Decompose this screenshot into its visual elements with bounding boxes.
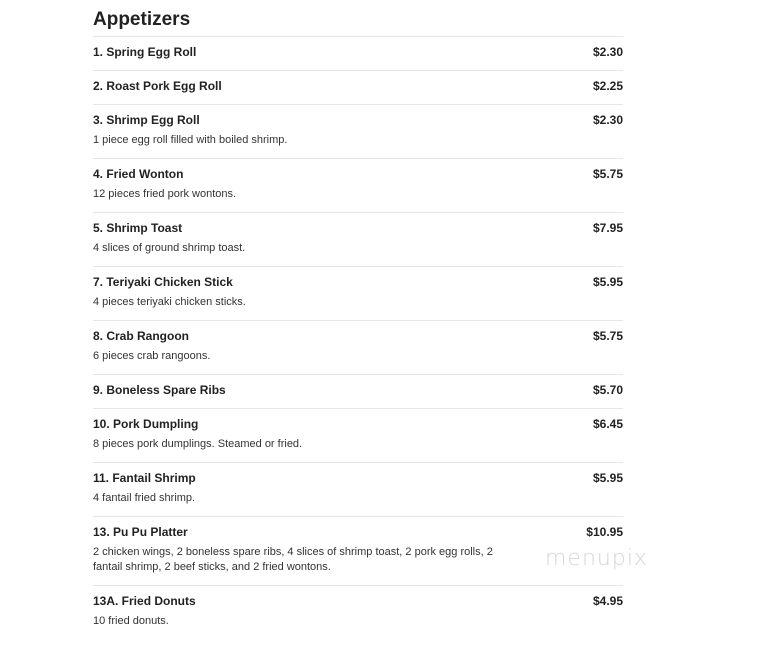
menu-item[interactable] (93, 71, 623, 105)
menu-item[interactable] (93, 267, 623, 321)
item-name: 11. Fantail Shrimp (93, 471, 196, 485)
item-price: $5.95 (592, 275, 623, 289)
watermark-logo: menupix (545, 546, 648, 571)
item-description: 4 pieces teriyaki chicken sticks. (93, 296, 246, 308)
item-description: 4 fantail fried shrimp. (93, 492, 196, 504)
menu-item[interactable] (93, 586, 623, 646)
menu-item[interactable] (93, 375, 623, 409)
menu-item[interactable] (93, 463, 623, 517)
item-price: $5.70 (592, 383, 623, 397)
menu-item[interactable] (93, 37, 623, 71)
menu-item[interactable] (93, 105, 623, 159)
item-description: 6 pieces crab rangoons. (93, 350, 211, 362)
item-name: 8. Crab Rangoon (93, 329, 190, 343)
item-name: 5. Shrimp Toast (93, 221, 183, 235)
item-description: 8 pieces pork dumplings. Steamed or fried. (93, 438, 303, 450)
menu-item[interactable] (93, 321, 623, 375)
item-name: 3. Shrimp Egg Roll (93, 113, 200, 127)
item-price: $2.30 (592, 45, 623, 59)
item-price: $4.95 (592, 594, 623, 608)
item-price: $6.45 (592, 417, 623, 431)
menu-item[interactable] (93, 213, 623, 267)
item-price: $10.95 (586, 525, 623, 539)
item-name: 13A. Fried Donuts (93, 594, 196, 608)
menu-item[interactable] (93, 409, 623, 463)
item-price: $2.30 (592, 113, 623, 127)
item-name: 4. Fried Wonton (93, 167, 184, 181)
item-name: 2. Roast Pork Egg Roll (93, 79, 222, 93)
section-title: Appetizers (93, 8, 623, 37)
item-price: $2.25 (592, 79, 623, 93)
item-price: $5.95 (592, 471, 623, 485)
item-description: 2 chicken wings, 2 boneless spare ribs, 4 slices of shrimp toast, 2 pork egg rolls, 2 fantail shrimp, 2 beef sticks, and 2 fried wontons. (93, 546, 493, 573)
item-name: 7. Teriyaki Chicken Stick (93, 275, 233, 289)
item-description: 4 slices of ground shrimp toast. (93, 242, 246, 254)
item-price: $7.95 (592, 221, 623, 235)
item-name: 9. Boneless Spare Ribs (93, 383, 226, 397)
item-price: $5.75 (592, 329, 623, 343)
item-name: 13. Pu Pu Platter (93, 525, 188, 539)
item-name: 10. Pork Dumpling (93, 417, 199, 431)
item-price: $5.75 (592, 167, 623, 181)
item-description: 10 fried donuts. (93, 615, 169, 627)
item-description: 1 piece egg roll filled with boiled shrimp. (93, 134, 288, 146)
menu-section (93, 8, 623, 646)
menu-item[interactable] (93, 159, 623, 213)
item-description: 12 pieces fried pork wontons. (93, 188, 237, 200)
menu-item[interactable] (93, 517, 623, 586)
item-name: 1. Spring Egg Roll (93, 45, 197, 59)
